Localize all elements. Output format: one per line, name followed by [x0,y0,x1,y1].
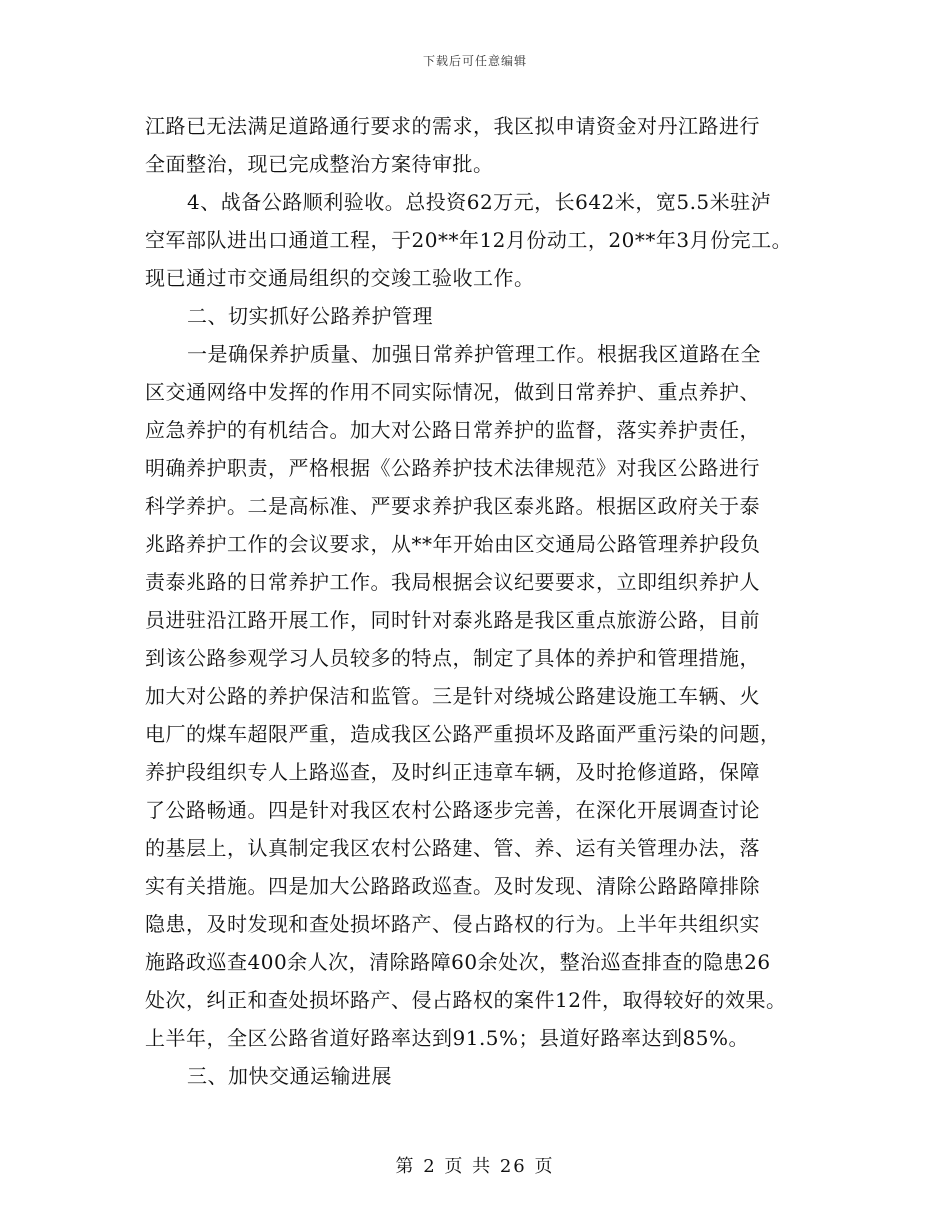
text-line: 空军部队进出口通道工程，于20**年12月份动工，20**年3月份完工。 [145,228,793,252]
text-line: 到该公路参观学习人员较多的特点，制定了具体的养护和管理措施， [145,646,760,670]
text-line: 责泰兆路的日常养护工作。我局根据会议纪要要求，立即组织养护人 [145,570,760,594]
page-number: 第 2 页 共 26 页 [395,1156,555,1177]
text-line: 全面整治，现已完成整治方案待审批。 [145,152,494,176]
text-line: 实有关措施。四是加大公路路政巡查。及时发现、清除公路路障排除 [145,874,760,898]
text-line: 科学养护。二是高标准、严要求养护我区泰兆路。根据区政府关于泰 [145,494,760,518]
text-line: 施路政巡查400余人次，清除路障60余处次，整治巡查排查的隐患26 [145,950,771,974]
text-line: 应急养护的有机结合。加大对公路日常养护的监督，落实养护责任， [145,418,760,442]
text-line: 电厂的煤车超限严重，造成我区公路严重损坏及路面严重污染的问题， [145,722,781,746]
text-line: 江路已无法满足道路通行要求的需求，我区拟申请资金对丹江路进行 [145,114,760,138]
text-line: 隐患，及时发现和查处损坏路产、侵占路权的行为。上半年共组织实 [145,912,760,936]
text-line: 现已通过市交通局组织的交竣工验收工作。 [145,266,535,290]
text-line: 区交通网络中发挥的作用不同实际情况，做到日常养护、重点养护、 [145,380,760,404]
text-line: 兆路养护工作的会议要求，从**年开始由区交通局公路管理养护段负 [145,532,761,556]
text-line: 了公路畅通。四是针对我区农村公路逐步完善，在深化开展调查讨论 [145,798,760,822]
text-line: 明确养护职责，严格根据《公路养护技术法律规范》对我区公路进行 [145,456,760,480]
text-line: 员进驻沿江路开展工作，同时针对泰兆路是我区重点旅游公路，目前 [145,608,760,632]
text-line: 一是确保养护质量、加强日常养护管理工作。根据我区道路在全 [187,342,761,366]
text-line: 上半年，全区公路省道好路率达到91.5%；县道好路率达到85%。 [145,1026,749,1050]
text-line: 的基层上，认真制定我区农村公路建、管、养、运有关管理办法，落 [145,836,760,860]
page-header: 下载后可任意编辑 [422,54,527,68]
document-body [145,107,815,1095]
text-line: 4、战备公路顺利验收。总投资62万元，长642米，宽5.5米驻泸 [187,190,772,214]
text-line: 三、加快交通运输进展 [187,1064,392,1088]
text-line: 处次，纠正和查处损坏路产、侵占路权的案件12件，取得较好的效果。 [145,988,787,1012]
text-line: 加大对公路的养护保洁和监管。三是针对绕城公路建设施工车辆、火 [145,684,760,708]
text-line: 二、切实抓好公路养护管理 [187,304,433,328]
text-line: 养护段组织专人上路巡查，及时纠正违章车辆，及时抢修道路，保障 [145,760,760,784]
